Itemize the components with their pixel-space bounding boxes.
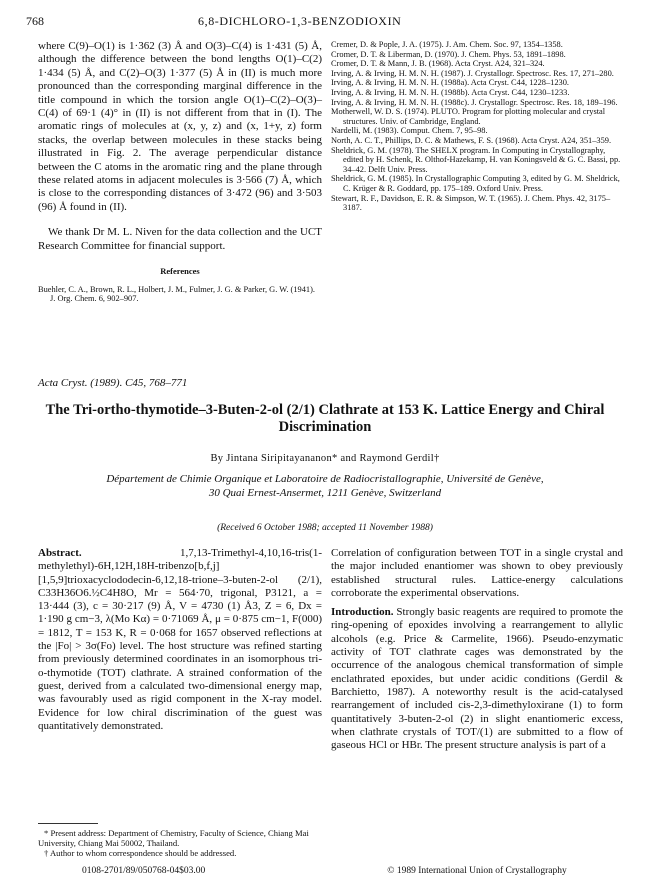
- received-dates: (Received 6 October 1988; accepted 11 November 1988): [217, 523, 433, 533]
- footnote-present-address: * Present address: Department of Chemistry, Faculty of Science, Chiang Mai University, Chiang Mai 50002, Thailand.: [38, 828, 309, 848]
- issn-code: 0108-2701/89/050768-04$03.00: [82, 866, 206, 876]
- running-title: 6,8-DICHLORO-1,3-BENZODIOXIN: [198, 14, 402, 28]
- article-title: The Tri-ortho-thymotide–3-Buten-2-ol (2/1) Clathrate at 153 K. Lattice Energy and Chiral Discrimination: [45, 402, 605, 435]
- footnote-correspondence: † Author to whom correspondence should be addressed.: [44, 848, 237, 858]
- page-number: 768: [26, 14, 44, 28]
- reference-item: Irving, A. & Irving, H. M. N. H. (1988c). J. Crystallogr. Spectrosc. Res. 18, 189–196.: [331, 97, 618, 107]
- footnote-divider: [38, 823, 98, 824]
- abstract-label: Abstract.: [38, 547, 82, 559]
- footnotes: [38, 828, 322, 858]
- affiliation-line-1: Département de Chimie Organique et Laboratoire de Radiocristallographie, Université de Genève,: [106, 473, 544, 485]
- reference-item: Stewart, R. F., Davidson, E. R. & Simpson, W. T. (1965). J. Chem. Phys. 42, 3175–3187.: [331, 193, 611, 213]
- reference-item: Cromer, D. T. & Mann, J. B. (1968). Acta Cryst. A24, 321–324.: [331, 59, 545, 69]
- references-heading: References: [160, 266, 200, 277]
- introduction-text: Strongly basic reagents are required to promote the ring-opening of epoxides involving a rearrangement to allylic alcohols (e.g. Price & Carmelite, 1966). Pseudo-enzymatic activity of TOT clathrate cages was demonstrated by the occurrence of the analogous chemical transformation of simple enclathrated epoxides, but under acidic conditions (Gerdil & Barchietto, 1987). A noteworthy result is the acid-catalysed rearrangement of included cis-2,3-dimethyloxirane (1) to form quantitatively 3-buten-2-ol (2) in slight enantiomeric excess, when clathrate crystals of TOT/(1) are submitted to a flow of gaseous HCl or HBr. The present structure analysis is part of a: [331, 606, 624, 752]
- reference-item: Irving, A. & Irving, H. M. N. H. (1987). J. Crystallogr. Spectrosc. Res. 17, 271–280.: [331, 68, 614, 78]
- reference-item: Irving, A. & Irving, H. M. N. H. (1988b). Acta Cryst. C44, 1230–1233.: [331, 87, 570, 97]
- reference-item: Buehler, C. A., Brown, R. L., Holbert, J. M., Fulmer, J. G. & Parker, G. W. (1941). J. Org. Chem. 6, 902–907.: [38, 284, 315, 304]
- introduction: [331, 606, 623, 752]
- right-column-references: [331, 40, 623, 213]
- abstract: [38, 547, 322, 733]
- copyright: © 1989 International Union of Crystallography: [387, 866, 567, 876]
- reference-item: Cromer, D. T. & Liberman, D. (1970). J. Chem. Phys. 53, 1891–1898.: [331, 49, 566, 59]
- reference-item: Sheldrick, G. M. (1985). In Crystallographic Computing 3, edited by G. M. Sheldrick, C. Krüger & R. Goddard, pp. 175–189. Oxford Univ. Press.: [331, 174, 620, 193]
- left-column: [38, 40, 322, 304]
- reference-item: Cremer, D. & Pople, J. A. (1975). J. Am. Chem. Soc. 97, 1354–1358.: [331, 40, 563, 49]
- article-authors: By Jintana Siripitayananon* and Raymond Gerdil†: [210, 453, 440, 464]
- acknowledgement: We thank Dr M. L. Niven for the data collection and the UCT Research Committee for financial support.: [38, 226, 322, 252]
- journal-reference: Acta Cryst. (1989). C45, 768–771: [38, 377, 188, 389]
- reference-item: Sheldrick, G. M. (1978). The SHELX program. In Computing in Crystallography, edited by H. Schenk, R. Olthof-Hazekamp, H. van Koningsveld & G. C. Bassi, pp. 34–42. Delft Univ. Press.: [331, 145, 621, 174]
- abstract-text: 1,7,13-Trimethyl-4,10,16-tris(1-methylethyl)-6H,12H,18H-tribenzo[b,f,j][1,5,9]trioxacyclododecin-6,12,18-trione–3-buten-2-ol (2/1), C33H36O6.½C4H8O, Mr = 564·70, trigonal, P3121, a = 13·444 (3), c = 30·217 (9) Å, V = 4730 (1) Å3, Z = 6, Dx = 1·190 g cm−3, λ(Mo Kα) = 0·71069 Å, μ = 0·875 cm−1, F(000) = 1812, T = 153 K, R = 0·068 for 1657 observed reflections at the |Fo| > 3σ(Fo) level. The host structure was refined starting from previously determined coordinates in an isomorphous tri-o-thymotide (TOT) clathrate. A strained conformation of the guest, derived from a calculated two-dimensional energy map, was favourably used as rigid component in the X-ray model. Evidence for low chiral discrimination of the guest was quantitatively demonstrated.: [38, 547, 322, 732]
- affiliation-line-2: 30 Quai Ernest-Ansermet, 1211 Genève, Switzerland: [208, 487, 442, 499]
- reference-item: Irving, A. & Irving, H. M. N. H. (1988a). Acta Cryst. C44, 1228–1230.: [331, 78, 569, 88]
- reference-item: Motherwell, W. D. S. (1974). PLUTO. Program for plotting molecular and crystal structures. Univ. of Cambridge, England.: [331, 107, 606, 126]
- abstract-continued: Correlation of configuration between TOT in a single crystal and the major included enantiomer was shown to obey previously established structural rules. Lattice-energy calculations corroborate the experimental observations.: [331, 547, 623, 599]
- author-affiliation: [60, 472, 590, 500]
- reference-item: North, A. C. T., Phillips, D. C. & Mathews, F. S. (1968). Acta Cryst. A24, 351–359.: [331, 135, 612, 145]
- reference-item: Nardelli, M. (1983). Comput. Chem. 7, 95–98.: [331, 126, 488, 136]
- introduction-label: Introduction.: [331, 606, 394, 619]
- right-column-body: [331, 547, 623, 752]
- body-paragraph: where C(9)–O(1) is 1·362 (3) Å and O(3)–C(4) is 1·431 (5) Å, although the difference between the bond lengths O(1)–C(2) 1·434 (5) Å, and C(2)–O(3) 1·377 (5) Å in (II) is much more pronounced than the corresponding marginal difference in the title compound in which the torsion angle O(1)–C(2)–O(3)–C(4) of 69·1 (4)° in (II) is not different from that in (I). The aromatic rings of molecules at (x, y, z) and (x, 1+y, z) form stacks, the overlap between molecules in these stacks being illustrated in Fig. 2. The average perpendicular distance between the C atoms in the aromatic ring and the plane through these related atoms in adjacent molecules is 3·566 (7) Å, which is close to the corresponding distances of 3·472 (96) and 3·503 (96) Å found in (II).: [38, 40, 322, 213]
